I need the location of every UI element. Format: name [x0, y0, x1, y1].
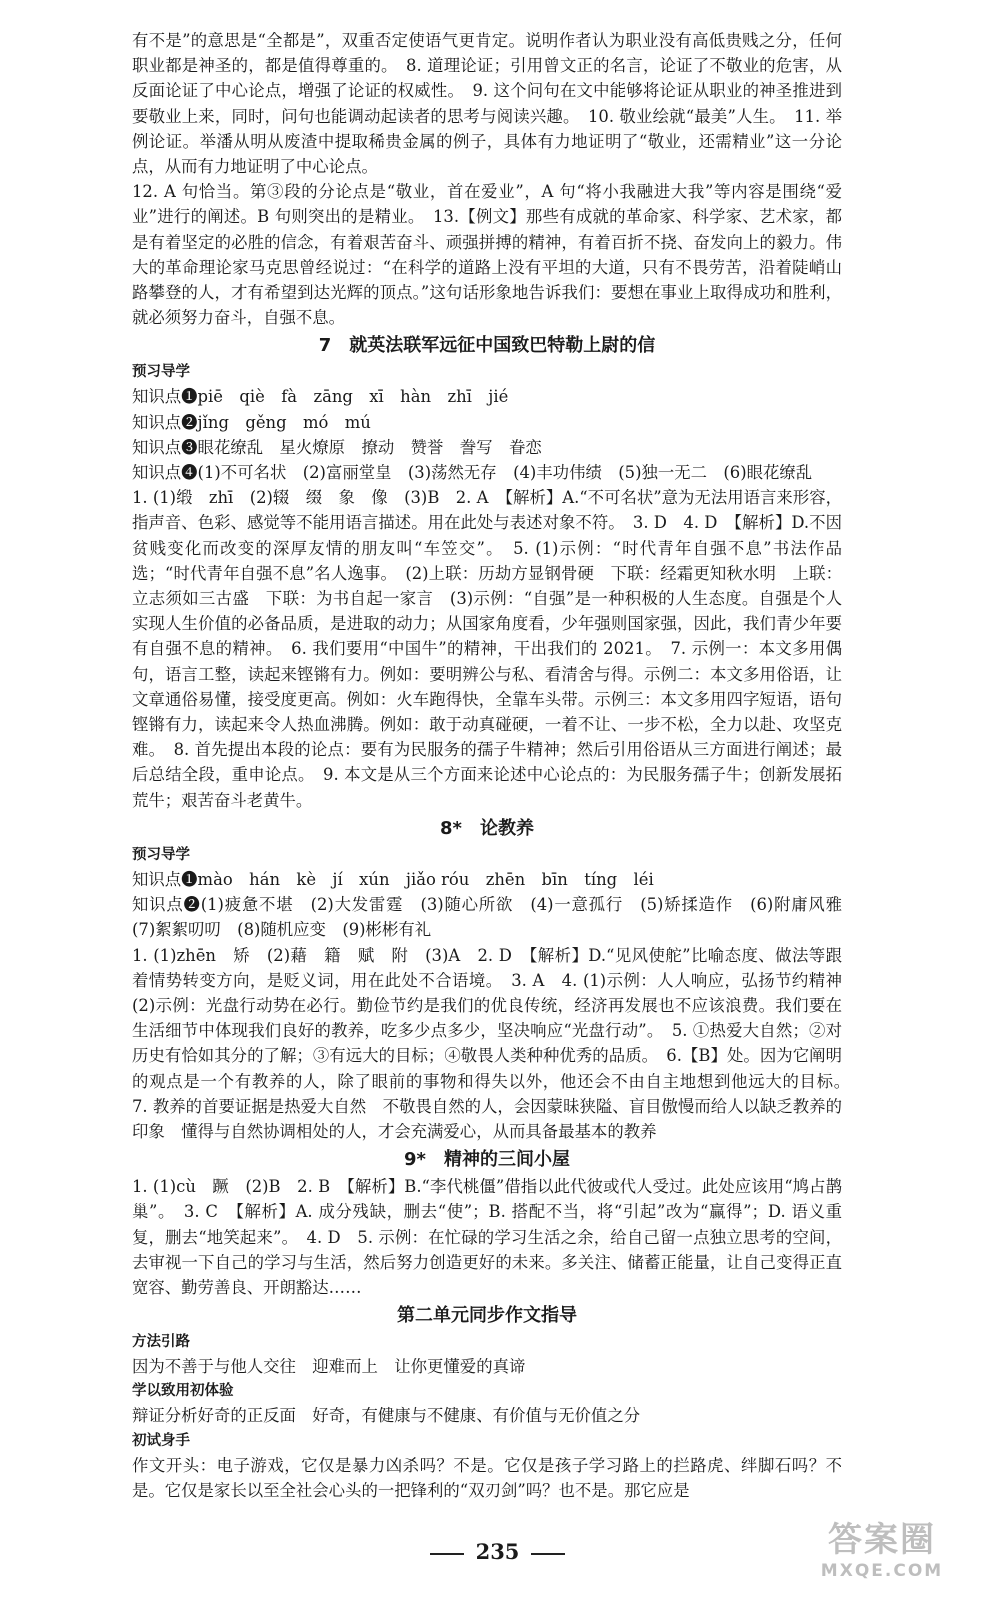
- subheading-preview: 预习导学: [132, 364, 190, 381]
- section-title-7: 7 就英法联军远征中国致巴特勒上尉的信: [318, 335, 656, 357]
- watermark-line2: MXQE.COM: [820, 1561, 944, 1581]
- paragraph: 因为不善于与他人交往 迎难而上 让你更懂爱的真谛: [132, 1357, 526, 1377]
- page-number: 235: [475, 1539, 520, 1564]
- watermark-logo: [787, 1520, 977, 1590]
- subheading-trial: 初试身手: [132, 1432, 190, 1449]
- knowledge-point-2: 知识点❷(1)疲惫不堪 (2)大发雷霆 (3)随心所欲 (4)一意孤行 (5)矫揉造作 (6)附庸风雅 (7)絮絮叨叨 (8)随机应变 (9)彬彬有礼: [132, 895, 859, 940]
- knowledge-point-4: 知识点❹(1)不可名状 (2)富丽堂皇 (3)荡然无存 (4)丰功伟绩 (5)独一无二 (6)眼花缭乱: [132, 463, 813, 483]
- knowledge-point-1: 知识点❶mào hán kè jí xún jiǎo róu zhēn bīn tíng léi: [132, 869, 654, 889]
- answer-page: [132, 28, 859, 1503]
- paragraph: 12. A 句恰当。第③段的分论点是“敬业，首在爱业”，A 句“将小我融进大我”等内容是围绕“爱业”进行的阐述。B 句则突出的是精业。 13.【例文】那些有成就的革命家、科学家、艺术家，都是有着坚定的必胜的信念，有着艰苦奋斗、顽强拼搏的精神，有着百折不挠、奋发向上的毅力。伟大的革命理论家马克思曾经说过：“在科学的道路上没有平坦的大道，只有不畏劳苦，沿着陡峭山路攀登的人，才有希望到达光辉的顶点。”这句话形象地告诉我们：要想在事业上取得成功和胜利，就必须努力奋斗，自强不息。: [132, 182, 842, 328]
- footer-dash-right: [531, 1553, 565, 1555]
- subheading-method: 方法引路: [132, 1334, 190, 1351]
- knowledge-point-2: 知识点❷jǐng gěng mó mú: [132, 412, 371, 432]
- section-title-unit-writing: 第二单元同步作文指导: [397, 1305, 577, 1327]
- section-title-9: 9* 精神的三间小屋: [404, 1149, 570, 1171]
- answers-paragraph: 1. (1)zhēn 矫 (2)藉 籍 赋 附 (3)A 2. D 【解析】D.“见风使舵”比喻态度、做法等跟着情势转变方向，是贬义词，用在此处不合语境。 3. A 4. (1)示例：人人响应，弘扬节约精神 (2)示例：光盘行动势在必行。勤俭节约是我们的优良传统，经济再发展也不应该浪费。我们要在生活细节中体现我们良好的教养，吃多少点多少，坚决响应“光盘行动”。 5. ①热爱大自然；②对历史有恰如其分的了解；③有远大的目标；④敬畏人类种种优秀的品质。 6.【B】处。因为它阐明的观点是一个有教养的人，除了眼前的事物和得失以外，他还会不由自主地想到他远大的目标。 7. 教养的首要证据是热爱大自然 不敬畏自然的人，会因蒙昧狭隘、盲目傲慢而给人以缺乏教养的印象 懂得与自然协调相处的人，才会充满爱心，从而具备最基本的教养: [132, 945, 859, 1141]
- answers-paragraph: 1. (1)cù 蹶 (2)B 2. B 【解析】B.“李代桃僵”借指以此代彼或代人受过。此处应该用“鸠占鹊巢”。 3. C 【解析】A. 成分残缺，删去“使”；B. 搭配不当，将“引起”改为“赢得”；D. 语义重复，删去“地笑起来”。 4. D 5. 示例：在忙碌的学习生活之余，给自己留一点独立思考的空间，去审视一下自己的学习与生活，然后努力创造更好的未来。多关注、储蓄正能量，让自己变得正直宽容、勤劳善良、开朗豁达……: [132, 1177, 842, 1297]
- section-title-8: 8* 论教养: [440, 817, 534, 839]
- knowledge-point-3: 知识点❸眼花缭乱 星火燎原 撩动 赞誉 誊写 眷恋: [132, 437, 542, 457]
- footer-dash-left: [430, 1553, 464, 1555]
- subheading-preview: 预习导学: [132, 846, 190, 863]
- paragraph: 作文开头：电子游戏，它仅是暴力凶杀吗？不是。它仅是孩子学习路上的拦路虎、绊脚石吗？不是。它仅是家长以至全社会心头的一把锋利的“双刃剑”吗？也不是。那它应是: [132, 1455, 842, 1500]
- answers-paragraph: 1. (1)缎 zhī (2)辍 缀 象 像 (3)B 2. A 【解析】A.“不可名状”意为无法用语言来形容，指声音、色彩、感觉等不能用语言描述。用在此处与表述对象不符。 3. D 4. D 【解析】D.不因贫贱变化而改变的深厚友情的朋友叫“车笠交”。 5. (1)示例：“时代青年自强不息”书法作品选；“时代青年自强不息”名人逸事。 (2)上联：历劫方显钢骨硬 下联：经霜更知秋水明 上联：立志须如三古盛 下联：为书自起一家言 (3)示例：“自强”是一种积极的人生态度。自强是个人实现人生价值的必备品质，是进取的动力；从国家角度看，少年强则国家强，因此，我们青少年要有自强不息的精神。 6. 我们要用“中国牛”的精神，干出我们的 2021。 7. 示例一：本文多用偶句，语言工整，读起来铿锵有力。例如：要明辨公与私、看清舍与得。示例二：本文多用俗语，让文章通俗易懂，接受度更高。例如：火车跑得快，全靠车头带。示例三：本文多用四字短语，语句铿锵有力，读起来令人热血沸腾。例如：敢于动真碰硬，一着不让、一步不松，全力以赴、攻坚克难。 8. 首先提出本段的论点：要有为民服务的孺子牛精神；然后引用俗语从三方面进行阐述；最后总结全段，重申论点。 9. 本文是从三个方面来论述中心论点的：为民服务孺子牛；创新发展拓荒牛；艰苦奋斗老黄牛。: [132, 488, 842, 810]
- paragraph: 辩证分析好奇的正反面 好奇，有健康与不健康、有价值与无价值之分: [132, 1406, 641, 1426]
- paragraph: 有不是”的意思是“全都是”，双重否定使语气更肯定。说明作者认为职业没有高低贵贱之分，任何职业都是神圣的，都是值得尊重的。 8. 道理论证；引用曾文正的名言，论证了不敬业的危害，从反面论证了中心论点，增强了论证的权威性。 9. 这个问句在文中能够将论证从职业的神圣推进到要敬业上来，同时，问句也能调动起读者的思考与阅读兴趣。 10. 敬业绘就“最美”人生。 11. 举例论证。举潘从明从废渣中提取稀贵金属的例子，具体有力地证明了“敬业，还需精业”这一分论点，从而有力地证明了中心论点。: [132, 31, 842, 177]
- knowledge-point-1: 知识点❶piē qiè fà zāng xī hàn zhī jié: [132, 387, 509, 407]
- watermark-line1: 答案圈: [828, 1520, 936, 1560]
- subheading-practice: 学以致用初体验: [132, 1383, 234, 1400]
